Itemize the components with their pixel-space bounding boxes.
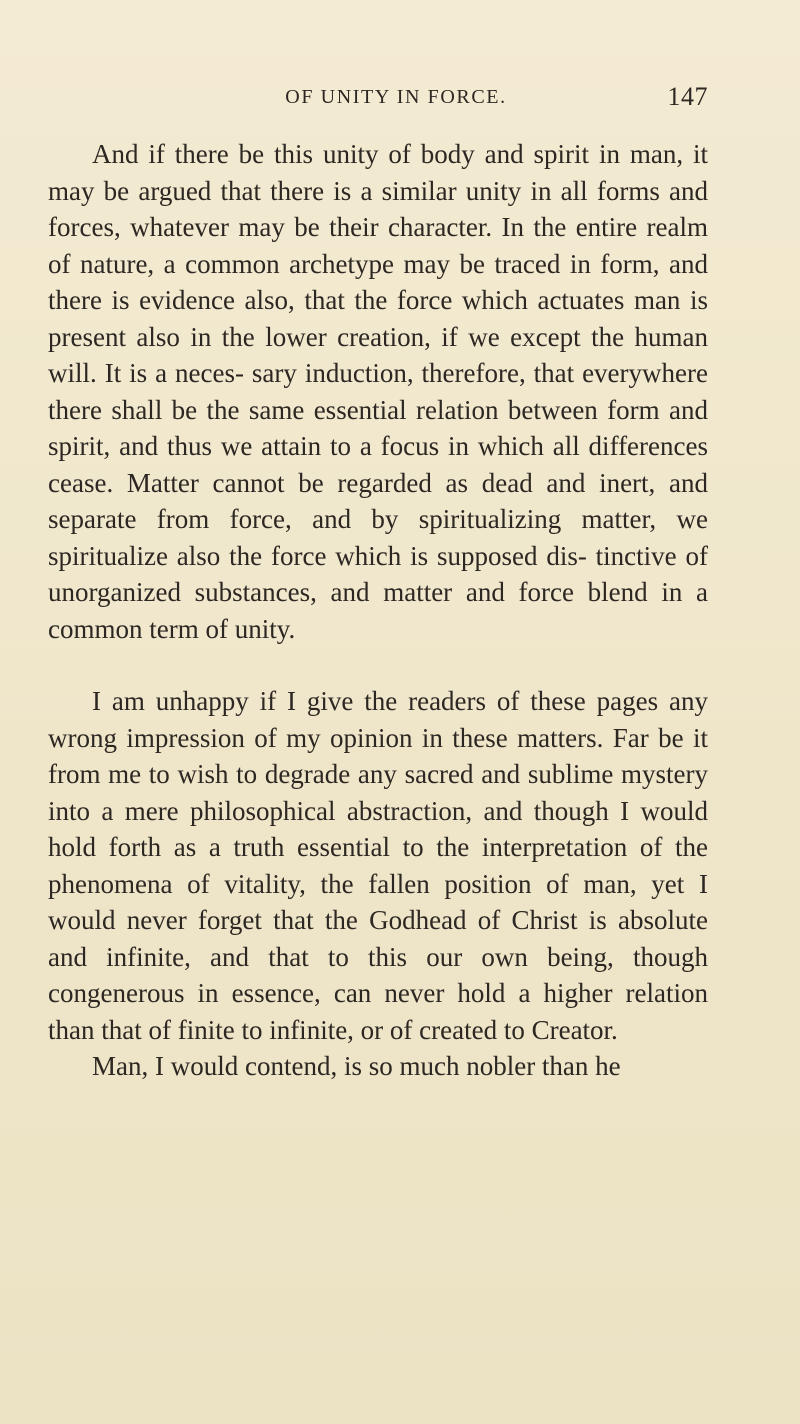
paragraph-unity-of-body-and-spirit: And if there be this unity of body and spirit in man, it may be argued that there is a similar unity in all forms and forces, whatever may be their character. In the entire realm of nature, a common archetype may be traced in form, and there is evidence also, that the force which actuates man is present also in the lower creation, if we except the human will. It is a neces- sary induction, therefore, that everywhere there shall be the same essential relation between form and spirit, and thus we attain to a focus in which all differences cease. Matter cannot be regarded as dead and inert, and separate from force, and by spiritualizing matter, we spiritualize also the force which is supposed dis- tinctive of unorganized substances, and matter and force blend in a common term of unity. xyxy=(48,139,708,644)
running-head-title: OF UNITY IN FORCE. xyxy=(285,86,507,108)
running-head xyxy=(48,82,708,118)
body-text xyxy=(48,136,708,1085)
paragraph-man-nobler: Man, I would contend, is so much nobler than he xyxy=(92,1051,621,1081)
page-number: 147 xyxy=(667,82,708,111)
paragraph-author-opinion: I am unhappy if I give the readers of these pages any wrong impression of my opinion in these matters. Far be it from me to wish to degrade any sacred and sublime mystery into a mere philosophical abstraction, and though I would hold forth as a truth essential to the interpretation of the phenomena of vitality, the fallen position of man, yet I would never forget that the Godhead of Christ is absolute and infinite, and that to this our own being, though congenerous in essence, can never hold a higher relation than that of finite to infinite, or of created to Creator. xyxy=(48,686,708,1045)
